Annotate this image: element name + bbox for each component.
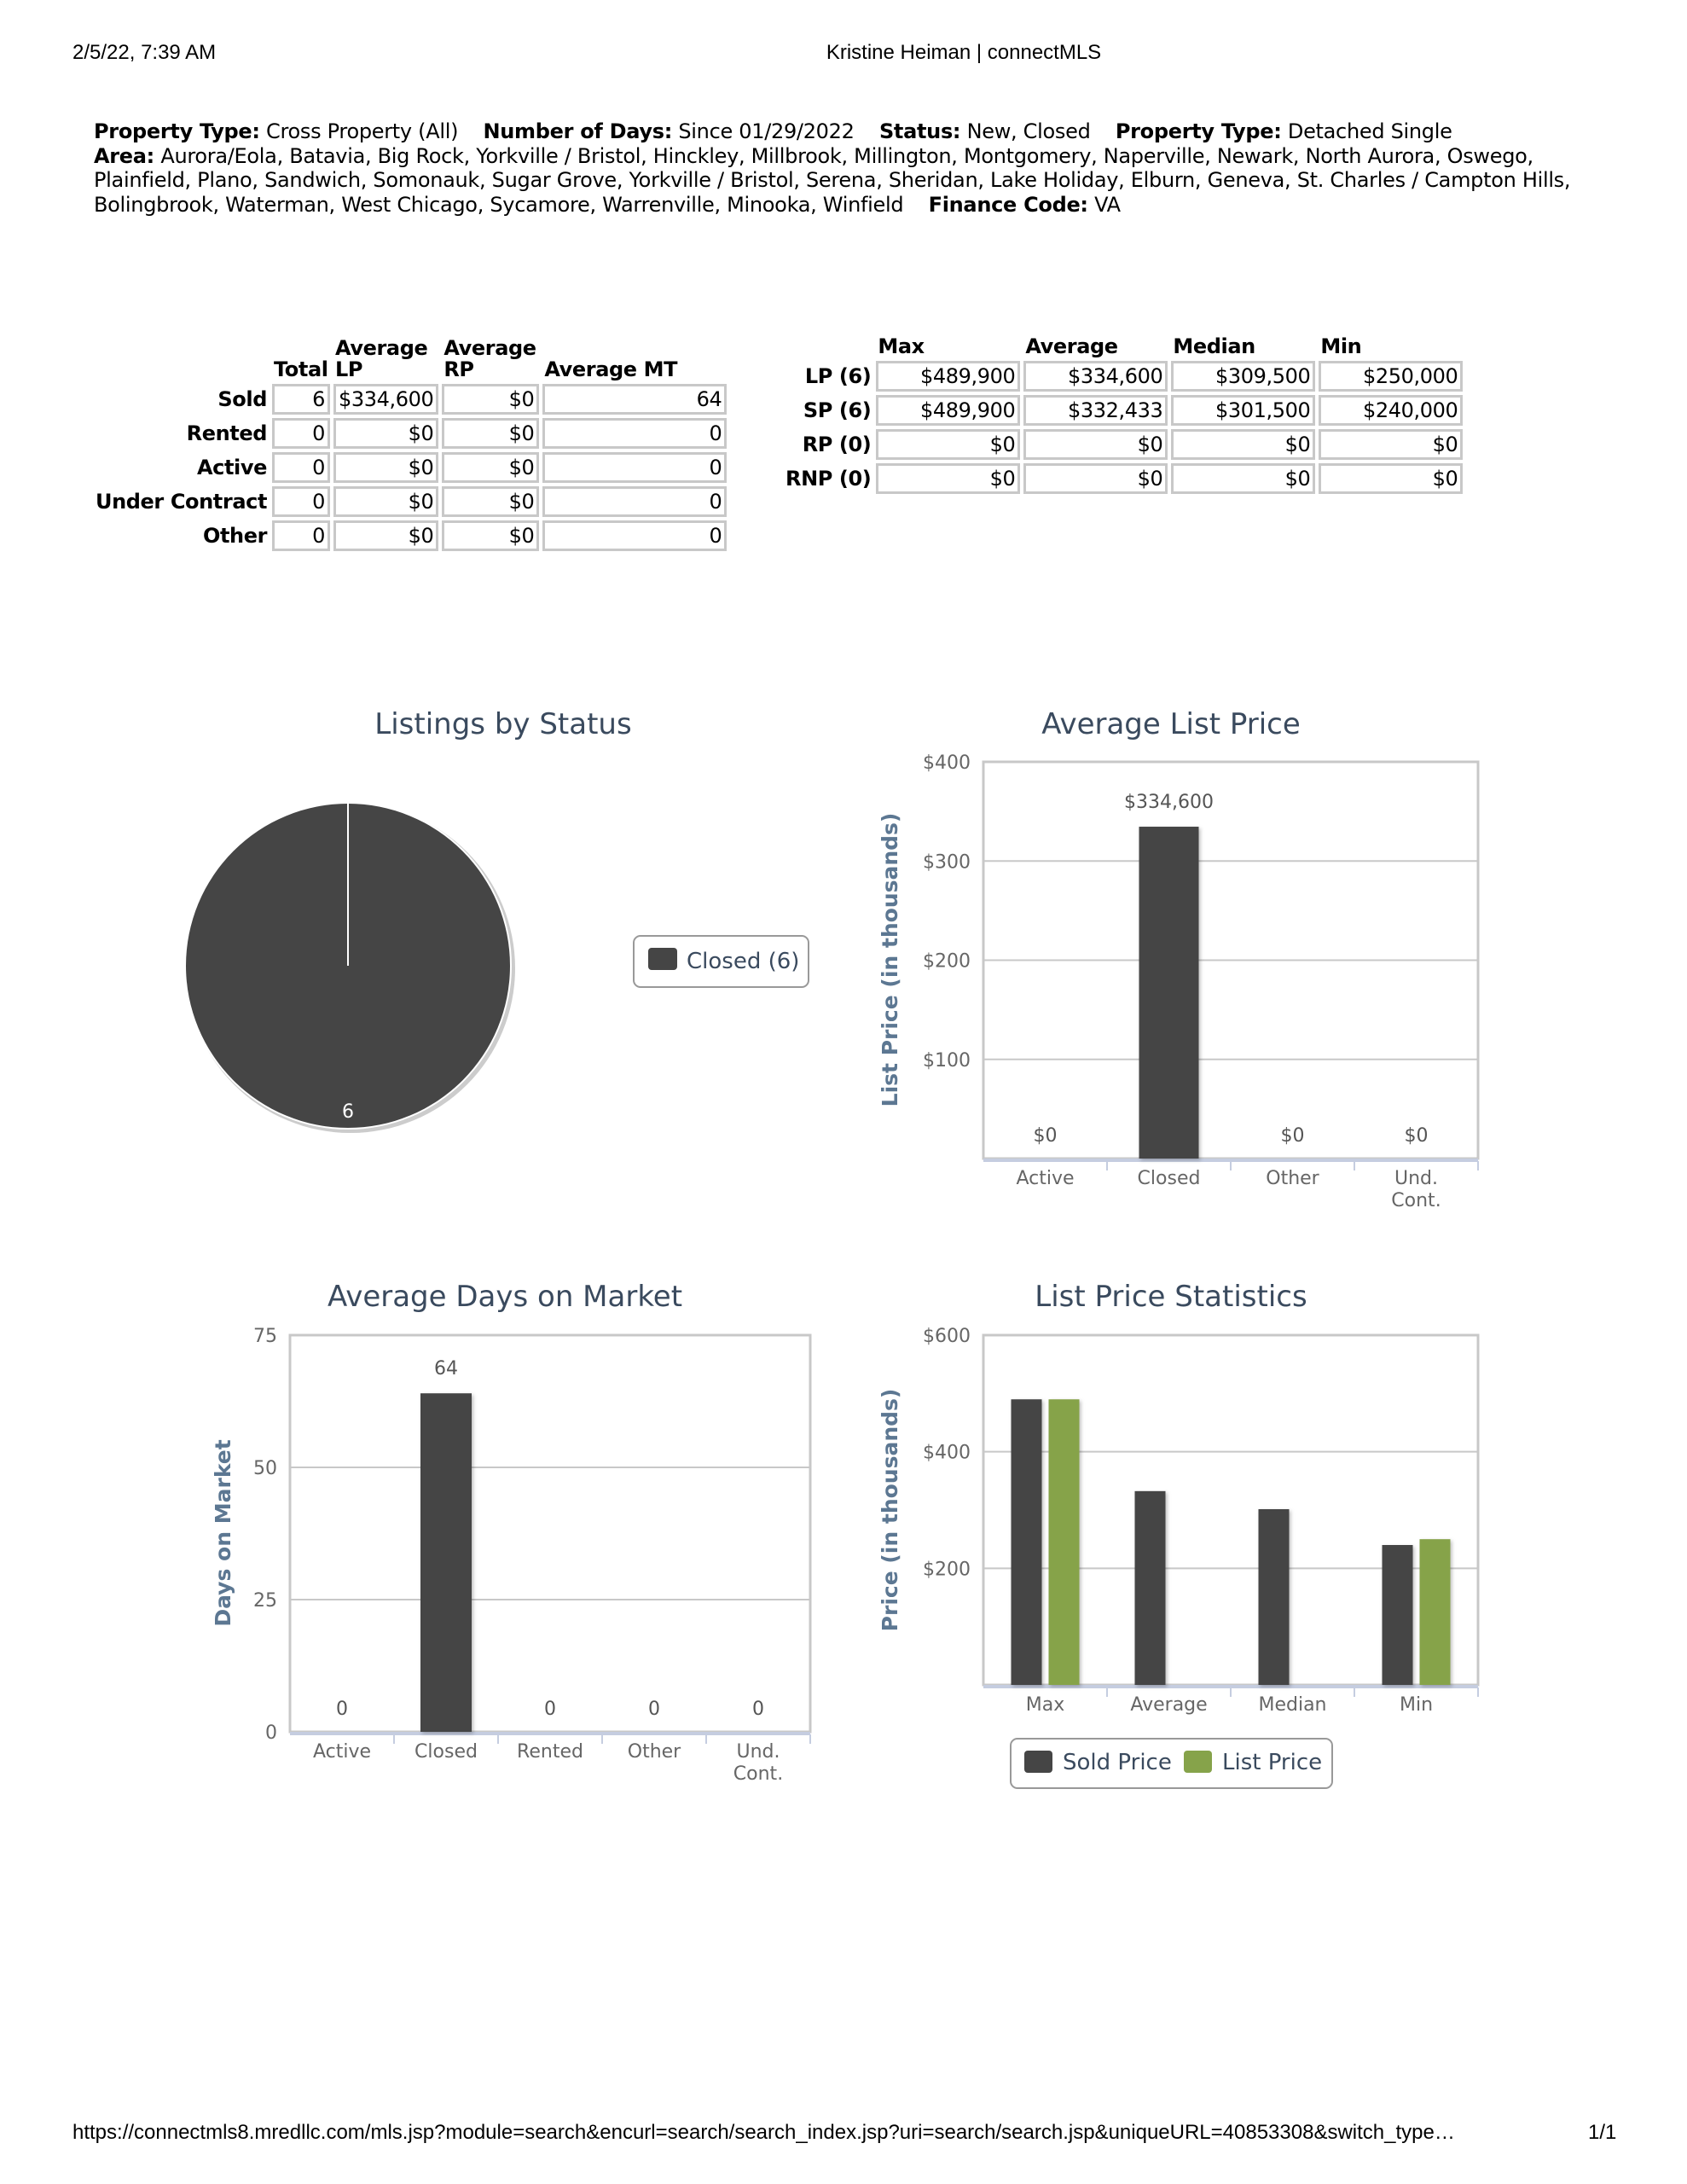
table-cell: $0 xyxy=(1023,463,1168,494)
table-cell: $0 xyxy=(442,520,539,551)
x-tick-label: Median xyxy=(1258,1694,1327,1716)
bar-chart-average-list-price xyxy=(878,707,1478,1211)
column-header: Average RP xyxy=(443,336,536,381)
table-cell: $0 xyxy=(442,452,539,483)
x-tick-label: Min xyxy=(1399,1694,1434,1716)
table-cell: $489,900 xyxy=(876,361,1020,392)
page-url: https://connectmls8.mredllc.com/mls.jsp?module=search&encurl=search/search_index.jsp?uri=search/search.jsp&uniqueURL=40853308&switch_type… xyxy=(72,2121,1455,2144)
table-cell: $0 xyxy=(442,486,539,517)
table-cell: $301,500 xyxy=(1171,395,1315,426)
row-label: LP (6) xyxy=(804,364,872,388)
legend[interactable] xyxy=(634,936,809,987)
table-cell: 0 xyxy=(272,452,330,483)
row-label: RNP (0) xyxy=(786,467,872,491)
table-cell: $0 xyxy=(1319,429,1463,460)
row-label: Under Contract xyxy=(96,490,268,514)
table-cell: $309,500 xyxy=(1171,361,1315,392)
table-cell: $332,433 xyxy=(1023,395,1168,426)
table-cell: $0 xyxy=(333,486,438,517)
table-cell: $0 xyxy=(876,429,1020,460)
y-tick-label: $200 xyxy=(923,1559,971,1581)
x-tick-label: Closed xyxy=(415,1741,478,1763)
table-cell: $0 xyxy=(333,418,438,449)
table-cell: $0 xyxy=(333,452,438,483)
x-tick-label: Active xyxy=(312,1741,372,1763)
bar-sold-price[interactable] xyxy=(1135,1491,1166,1685)
table-cell: $334,600 xyxy=(1023,361,1168,392)
x-tick-label: Closed xyxy=(1137,1168,1201,1189)
table-cell: 0 xyxy=(272,418,330,449)
bar-data-label: $0 xyxy=(1033,1125,1058,1147)
bar-chart-average-days-on-market xyxy=(211,1280,810,1785)
table-cell: $0 xyxy=(1171,429,1315,460)
table-cell: $250,000 xyxy=(1319,361,1463,392)
bar-data-label: $334,600 xyxy=(1124,792,1214,814)
column-header: Average xyxy=(1025,334,1118,358)
criteria-label: Number of Days: xyxy=(483,119,673,143)
table-cell: $0 xyxy=(442,418,539,449)
y-tick-label: $400 xyxy=(923,1442,971,1464)
column-header: Max xyxy=(878,334,925,358)
criteria-label: Property Type: xyxy=(1115,119,1282,143)
criteria-label: Status: xyxy=(878,119,961,143)
y-axis-label: List Price (in thousands) xyxy=(878,812,902,1107)
criteria-value: Detached Single xyxy=(1287,119,1452,143)
legend-label: Sold Price xyxy=(1063,1750,1172,1775)
legend-swatch-closed xyxy=(648,948,677,970)
bar-sold-price[interactable] xyxy=(1012,1399,1042,1685)
y-tick-label: 75 xyxy=(253,1326,277,1347)
y-tick-label: 25 xyxy=(253,1590,277,1612)
y-tick-label: $400 xyxy=(923,752,971,774)
criteria-value: Since 01/29/2022 xyxy=(678,119,855,143)
table-cell: 6 xyxy=(272,384,330,415)
chart-title: Average Days on Market xyxy=(327,1280,683,1314)
bar-data-label: 0 xyxy=(752,1699,764,1720)
row-label: Sold xyxy=(217,387,268,411)
x-tick-label: Und. Cont. xyxy=(733,1741,784,1785)
column-header: Total xyxy=(274,357,328,381)
bar-list-price[interactable] xyxy=(1049,1399,1080,1685)
legend[interactable] xyxy=(1011,1739,1332,1788)
legend-label: List Price xyxy=(1222,1750,1323,1775)
table-cell: 0 xyxy=(542,486,727,517)
pie-chart-listings-by-status xyxy=(184,707,809,1133)
table-cell: 0 xyxy=(272,486,330,517)
x-tick-label: Other xyxy=(627,1741,681,1763)
y-tick-label: $200 xyxy=(923,950,971,973)
table-cell: 0 xyxy=(542,418,727,449)
table-cell: 0 xyxy=(542,452,727,483)
bar-sold-price[interactable] xyxy=(1259,1509,1290,1685)
print-datetime: 2/5/22, 7:39 AM xyxy=(72,41,217,64)
table-cell: $334,600 xyxy=(333,384,438,415)
bar-data-label: 64 xyxy=(434,1358,458,1380)
page-number: 1/1 xyxy=(1588,2121,1617,2144)
bar-list-price[interactable] xyxy=(1420,1539,1451,1685)
y-axis-label: Price (in thousands) xyxy=(878,1388,902,1632)
x-tick-label: Average xyxy=(1130,1694,1208,1716)
column-header: Median xyxy=(1173,334,1255,358)
x-tick-label: Und. Cont. xyxy=(1391,1168,1441,1211)
criteria-label: Area: xyxy=(94,143,154,168)
column-header: Min xyxy=(1320,334,1362,358)
print-title: Kristine Heiman | connectMLS xyxy=(826,41,1102,64)
row-label: SP (6) xyxy=(803,398,872,422)
pie-data-label: 6 xyxy=(342,1101,354,1123)
table-cell: $0 xyxy=(442,384,539,415)
x-tick-label: Max xyxy=(1025,1694,1065,1716)
y-axis-label: Days on Market xyxy=(211,1439,235,1627)
y-tick-label: 50 xyxy=(253,1458,277,1479)
column-header: Average MT xyxy=(544,357,678,381)
y-tick-label: $600 xyxy=(923,1326,971,1347)
bar-data-label: 0 xyxy=(648,1699,660,1720)
criteria-value: Aurora/Eola, Batavia, Big Rock, Yorkville / Bristol, Hinckley, Millbrook, Millington, Montgomery, Naperville, Newark, North Aurora, Oswego, Plainfield, Plano, Sandwich, Somonauk, Sugar Grove, Yorkville / Bristol, Serena, Sheridan, Lake Holiday, Elburn, Geneva, St. Charles / Campton Hills, Bolingbrook, Waterman, West Chicago, Sycamore, Warrenville, Minooka, Winfield xyxy=(94,143,1571,217)
x-tick-label: Other xyxy=(1266,1168,1319,1189)
bar-sold-price[interactable] xyxy=(1383,1545,1413,1685)
row-label: Rented xyxy=(186,421,268,445)
table-cell: $489,900 xyxy=(876,395,1020,426)
row-label: RP (0) xyxy=(802,433,872,456)
table-cell: $240,000 xyxy=(1319,395,1463,426)
x-tick-label: Active xyxy=(1016,1168,1075,1189)
table-cell: $0 xyxy=(333,520,438,551)
y-tick-label: 0 xyxy=(265,1722,277,1744)
bar[interactable] xyxy=(1139,827,1199,1159)
table-cell: $0 xyxy=(1319,463,1463,494)
x-tick-label: Rented xyxy=(517,1741,583,1763)
chart-title: List Price Statistics xyxy=(1035,1280,1307,1314)
row-label: Active xyxy=(196,456,268,479)
legend-swatch-sold-price xyxy=(1024,1751,1052,1773)
legend-swatch-list-price xyxy=(1184,1751,1212,1773)
bar-data-label: $0 xyxy=(1280,1125,1305,1147)
y-tick-label: $300 xyxy=(923,851,971,874)
criteria-label: Finance Code: xyxy=(928,192,1088,217)
bar-data-label: $0 xyxy=(1404,1125,1429,1147)
y-tick-label: $100 xyxy=(923,1049,971,1072)
bar-data-label: 0 xyxy=(336,1699,348,1720)
chart-title: Listings by Status xyxy=(374,707,632,741)
bar[interactable] xyxy=(420,1393,472,1732)
bar-chart-list-price-statistics xyxy=(878,1280,1478,1788)
criteria-value: VA xyxy=(1094,192,1121,217)
column-header: Average LP xyxy=(335,336,428,381)
table-cell: 0 xyxy=(272,520,330,551)
plot-area xyxy=(290,1335,810,1732)
table-cell: 0 xyxy=(542,520,727,551)
table-cell: $0 xyxy=(1171,463,1315,494)
criteria-value: New, Closed xyxy=(966,119,1091,143)
criteria-value: Cross Property (All) xyxy=(266,119,459,143)
row-label: Other xyxy=(202,524,268,548)
legend-label: Closed (6) xyxy=(687,949,800,974)
criteria-label: Property Type: xyxy=(94,119,260,143)
bar-data-label: 0 xyxy=(544,1699,556,1720)
table-cell: 64 xyxy=(542,384,727,415)
table-cell: $0 xyxy=(1023,429,1168,460)
chart-title: Average List Price xyxy=(1041,707,1301,741)
table-cell: $0 xyxy=(876,463,1020,494)
